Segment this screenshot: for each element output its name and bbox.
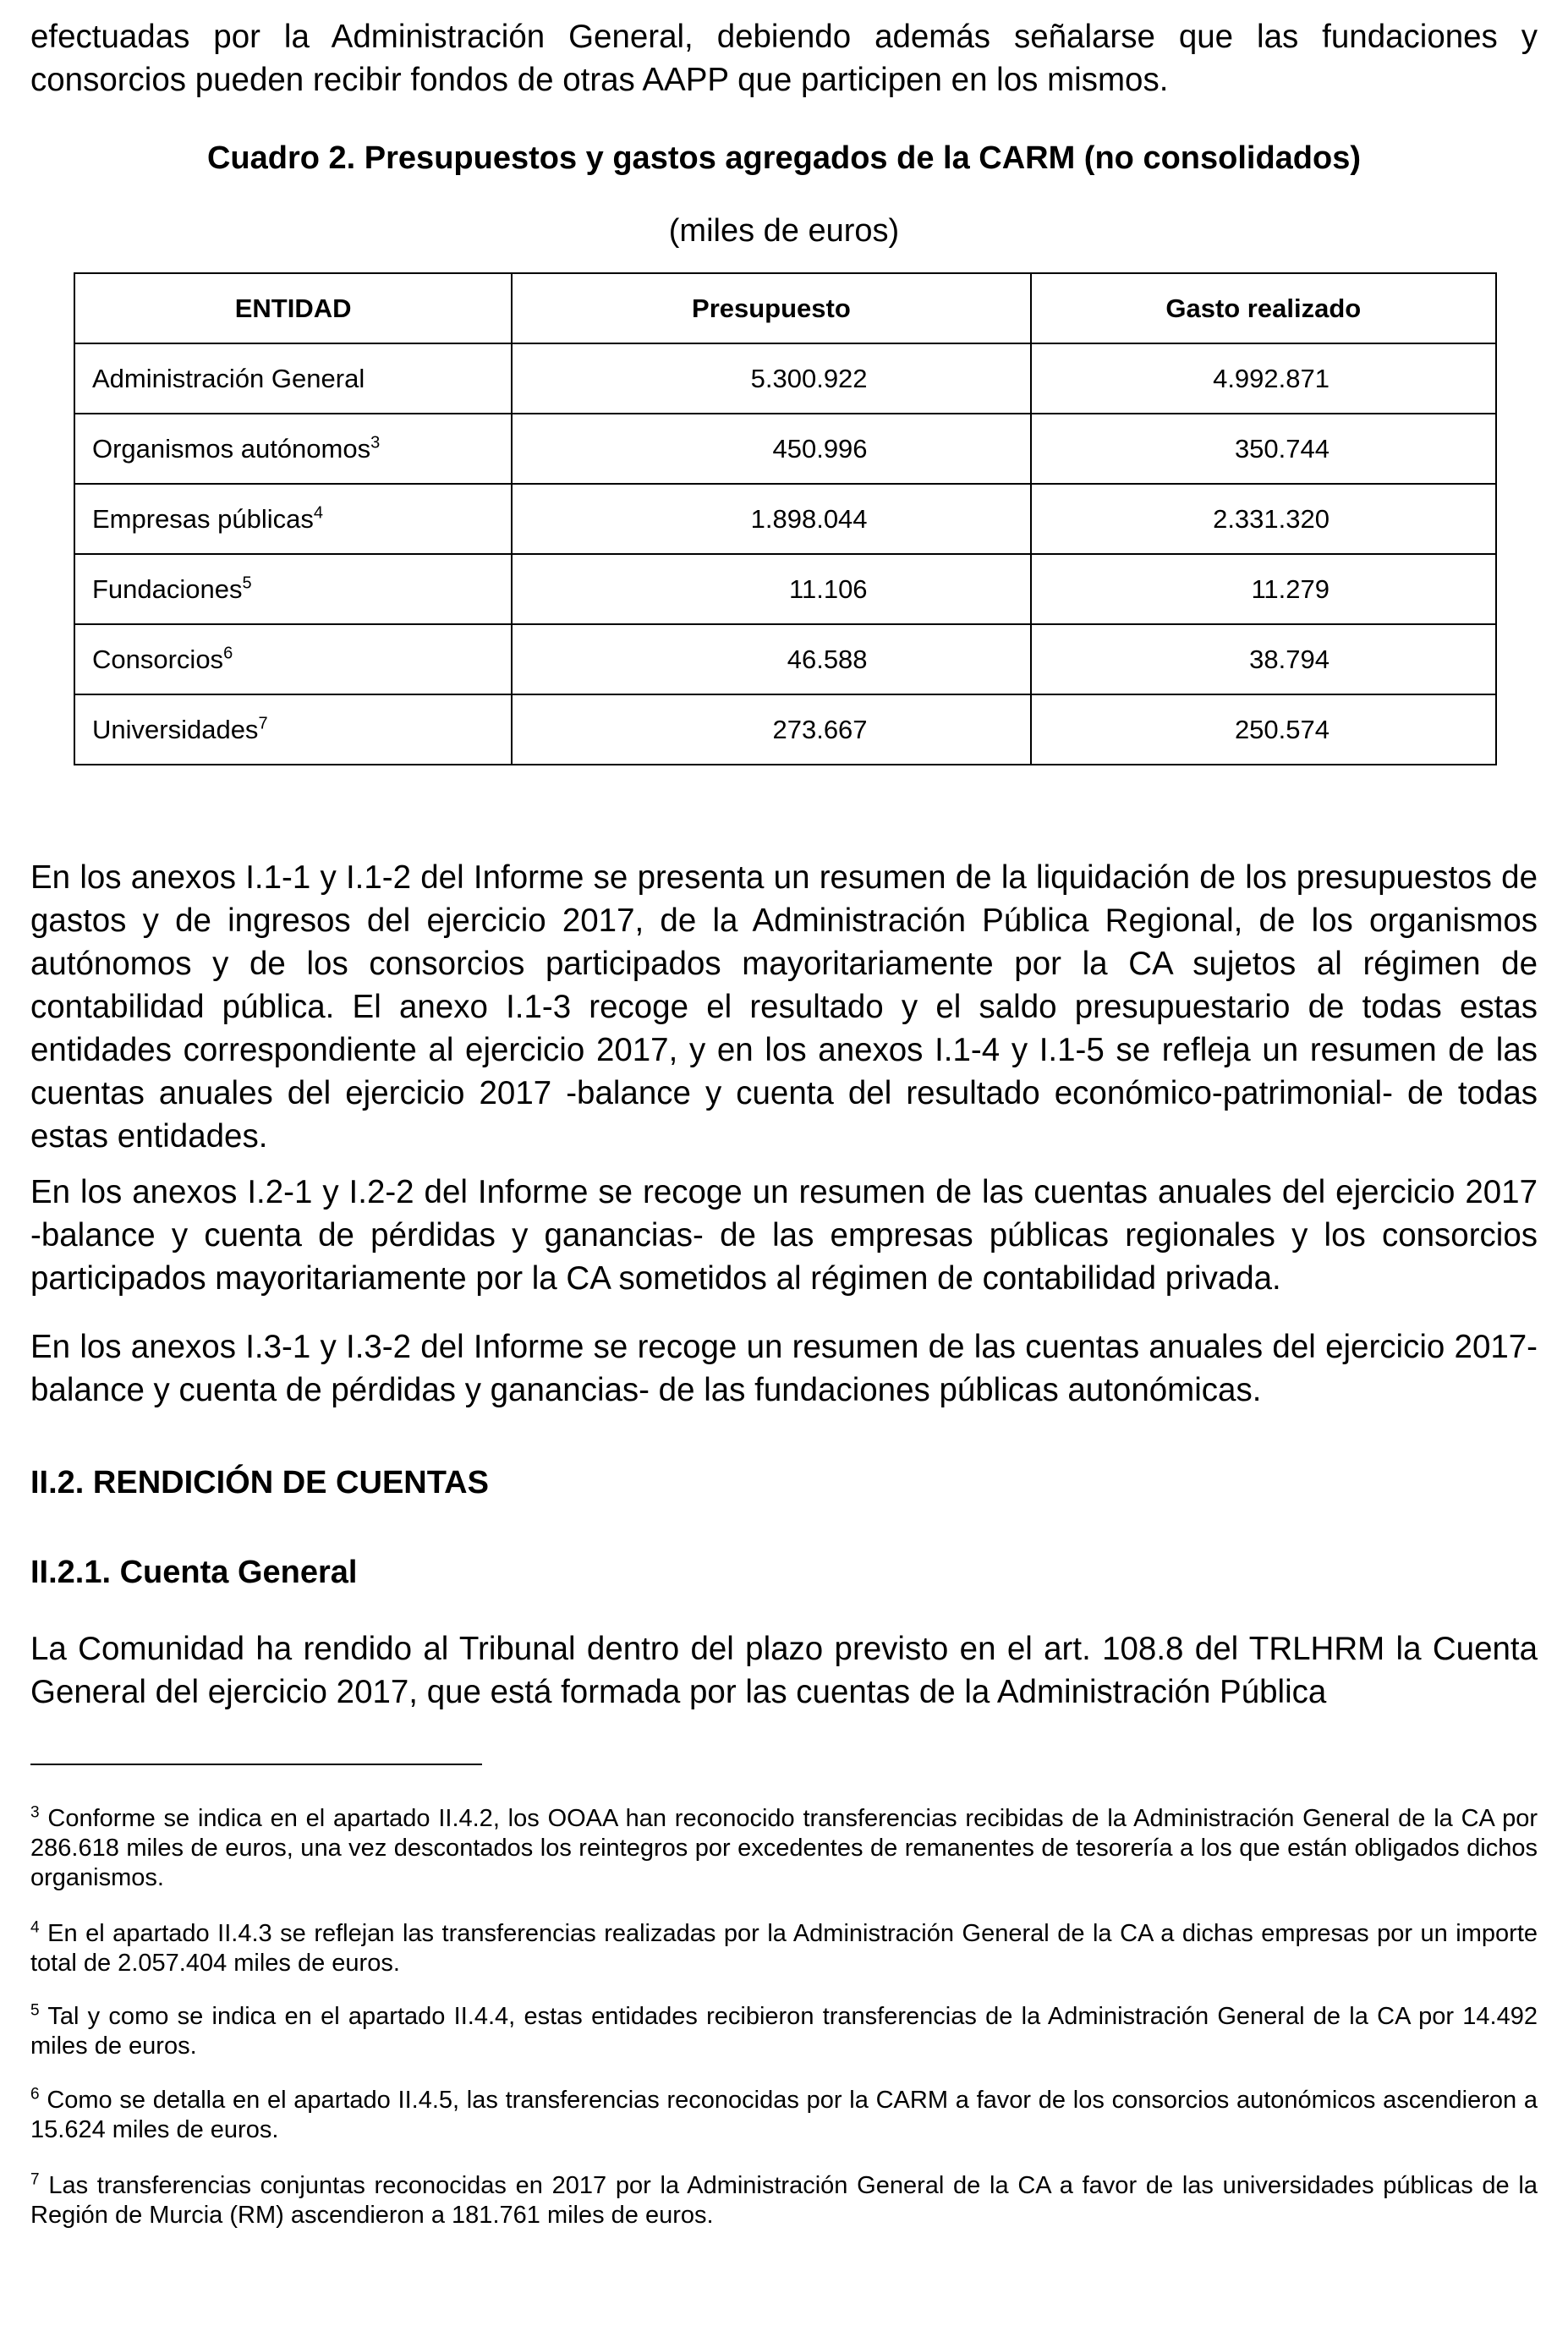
table-row	[74, 343, 1496, 414]
entity-cell	[74, 484, 512, 554]
header-entidad: ENTIDAD	[74, 273, 512, 343]
paragraph-anexos-2: En los anexos I.2-1 y I.2-2 del Informe se recoge un resumen de las cuentas anuales del ejercicio 2017 -balance y cuenta de pérdidas y ganancias- de las empresas públicas regionales y los consorcios participados mayoritariamente por la CA sometidos al régimen de contabilidad privada.	[30, 1174, 1538, 1297]
table-row	[74, 554, 1496, 624]
spent-cell	[1031, 484, 1496, 554]
section-heading: II.2. RENDICIÓN DE CUENTAS	[30, 1465, 489, 1500]
spent-value: 38.794	[1249, 644, 1330, 674]
spent-value: 350.744	[1234, 433, 1330, 464]
footnote-ref[interactable]: 7	[258, 714, 268, 733]
footnote	[30, 1919, 1538, 1978]
budget-value: 273.667	[772, 714, 868, 744]
table-caption: Cuadro 2. Presupuestos y gastos agregados de la CARM (no consolidados)	[206, 140, 1362, 176]
footnote-text: Las transferencias conjuntas reconocidas en 2017 por la Administración General de la CA a favor de las universidades públicas de la Región de Murcia (RM) ascendieron a 181.761 miles de euros.	[30, 2172, 1538, 2229]
footnote-text: Tal y como se indica en el apartado II.4.4, estas entidades recibieron transferencias de la Administración General de la CA por 14.492 miles de euros.	[30, 2003, 1538, 2060]
budget-cell	[512, 694, 1030, 765]
budget-value: 450.996	[772, 433, 868, 464]
spent-cell	[1031, 694, 1496, 765]
footnote-number: 5	[30, 2001, 40, 2020]
entity-cell	[74, 694, 512, 765]
spent-value: 4.992.871	[1213, 363, 1330, 393]
paragraph-anexos-1: En los anexos I.1-1 y I.1-2 del Informe se presenta un resumen de la liquidación de los presupuestos de gastos y de ingresos del ejercicio 2017, de la Administración Pública Regional, de los organismos autónomos y de los consorcios participados mayoritariamente por la CA sujetos al régimen de contabilidad pública. El anexo I.1-3 recoge el resultado y el saldo presupuestario de todas estas entidades correspondiente al ejercicio 2017, y en los anexos I.1-4 y I.1-5 se refleja un resumen de las cuentas anuales del ejercicio 2017 -balance y cuenta del resultado económico-patrimonial- de todas estas entidades.	[30, 859, 1538, 1155]
spent-cell	[1031, 414, 1496, 484]
footnote	[30, 2086, 1538, 2145]
budget-table	[74, 272, 1497, 765]
entity-name: Universidades	[92, 714, 259, 744]
entity-name: Organismos autónomos	[92, 433, 371, 464]
footnote-text: Conforme se indica en el apartado II.4.2, los OOAA han reconocido transferencias recibidas de la Administración General de la CA por 286.618 miles de euros, una vez descontados los reintegros por excedentes de remanentes de tesorería a los que están obligados dichos organismos.	[30, 1805, 1538, 1891]
footnote-divider	[30, 1764, 482, 1765]
entity-name: Administración General	[92, 363, 365, 393]
entity-name: Empresas públicas	[92, 503, 314, 534]
table-units: (miles de euros)	[668, 213, 900, 249]
footnote	[30, 2002, 1538, 2061]
entity-name: Fundaciones	[92, 573, 243, 604]
entity-cell	[74, 554, 512, 624]
header-presupuesto: Presupuesto	[512, 273, 1030, 343]
budget-value: 46.588	[787, 644, 868, 674]
budget-value: 11.106	[789, 573, 868, 604]
footnote-number: 4	[30, 1918, 40, 1937]
table-row	[74, 694, 1496, 765]
spent-cell	[1031, 554, 1496, 624]
budget-value: 5.300.922	[750, 363, 868, 393]
footnote-number: 7	[30, 2170, 40, 2189]
table-row	[74, 624, 1496, 694]
spent-value: 250.574	[1234, 714, 1330, 744]
entity-cell	[74, 414, 512, 484]
entity-name: Consorcios	[92, 644, 224, 674]
table-row	[74, 414, 1496, 484]
paragraph-anexos-3: En los anexos I.3-1 y I.3-2 del Informe se recoge un resumen de las cuentas anuales del ejercicio 2017-balance y cuenta de pérdidas y ganancias- de las fundaciones públicas autonómicas.	[30, 1329, 1538, 1408]
subsection-heading: II.2.1. Cuenta General	[30, 1555, 358, 1590]
budget-cell	[512, 414, 1030, 484]
paragraph-cuenta-general: La Comunidad ha rendido al Tribunal dentro del plazo previsto en el art. 108.8 del TRLHRM la Cuenta General del ejercicio 2017, que está formada por las cuentas de la Administración Pública	[30, 1631, 1538, 1710]
footnote-text: En el apartado II.4.3 se reflejan las transferencias realizadas por la Administración General de la CA a dichas empresas por un importe total de 2.057.404 miles de euros.	[30, 1920, 1538, 1977]
budget-cell	[512, 624, 1030, 694]
header-gasto-realizado: Gasto realizado	[1031, 273, 1496, 343]
intro-paragraph: efectuadas por la Administración General, debiendo además señalarse que las fundaciones y consorcios pueden recibir fondos de otras AAPP que participen en los mismos.	[30, 19, 1538, 98]
budget-cell	[512, 484, 1030, 554]
spent-cell	[1031, 624, 1496, 694]
footnote-ref[interactable]: 3	[370, 433, 381, 453]
budget-value: 1.898.044	[750, 503, 868, 534]
footnote-number: 6	[30, 2085, 40, 2104]
spent-cell	[1031, 343, 1496, 414]
spent-value: 2.331.320	[1213, 503, 1330, 534]
table-row	[74, 484, 1496, 554]
spent-value: 11.279	[1251, 573, 1330, 604]
budget-cell	[512, 343, 1030, 414]
footnote-ref[interactable]: 6	[223, 644, 233, 663]
footnote-ref[interactable]: 5	[242, 573, 252, 593]
footnote-number: 3	[30, 1803, 40, 1822]
entity-cell	[74, 343, 512, 414]
table-header-row	[74, 273, 1496, 343]
footnote-ref[interactable]: 4	[313, 503, 324, 523]
entity-cell	[74, 624, 512, 694]
footnote-text: Como se detalla en el apartado II.4.5, las transferencias reconocidas por la CARM a favor de los consorcios autonómicos ascendieron a 15.624 miles de euros.	[30, 2087, 1538, 2143]
footnote	[30, 1804, 1538, 1893]
footnote	[30, 2171, 1538, 2230]
budget-cell	[512, 554, 1030, 624]
